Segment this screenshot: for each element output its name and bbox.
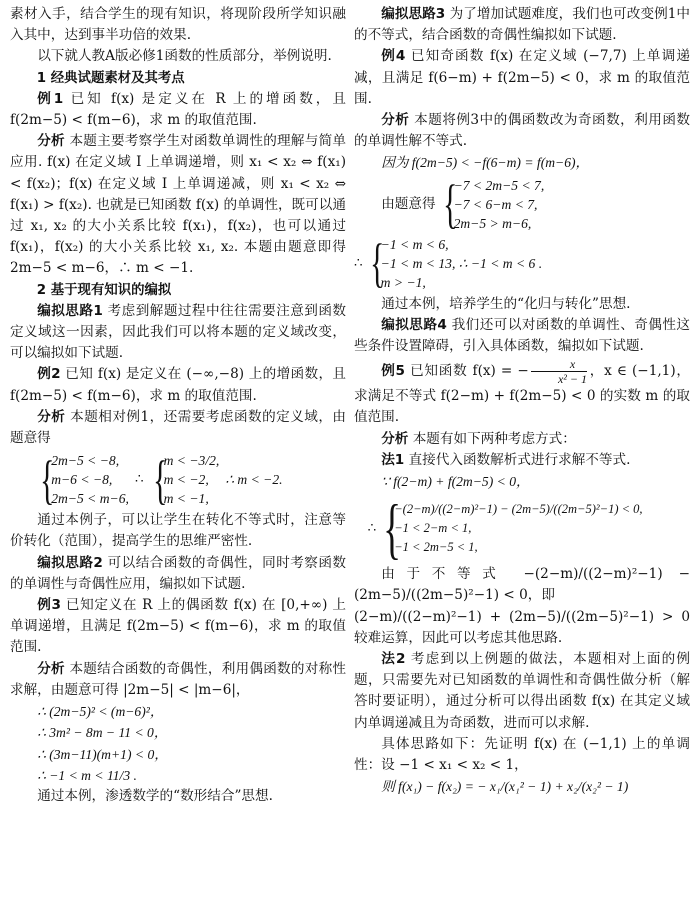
analysis-2-system: { 2m−5 < −8, m−6 < −8, 2m−5 < m−6, ∴ { m < −3/2, m < −2, m < −1, ∴ m < −2. <box>40 449 283 510</box>
idea-2 <box>10 553 346 595</box>
analysis-4-text: 本题将例3中的偶函数改为奇函数，利用函数的单调性解不等式. <box>354 112 691 150</box>
method-1-text: 直接代入函数解析式进行求解不等式. <box>408 451 631 468</box>
brace-left: { <box>442 174 457 235</box>
method-1-system: ∴ { −(2−m)/((2−m)²−1) − (2m−5)/((2m−5)²−1) < 0, −1 < 2−m < 1, −1 < 2m−5 < 1, <box>367 490 643 567</box>
system-row: −1 < m < 13, ∴ −1 < m < 6 . <box>380 255 543 271</box>
system-row: −7 < 6−m < 7, <box>453 196 538 212</box>
system-rows <box>394 500 642 557</box>
intro-paragraph: 素材入手，结合学生的现有知识，将现阶段所学知识融入其中，达到事半功倍的效果. <box>10 6 346 44</box>
idea-3-label: 编拟思路3 <box>381 6 446 22</box>
brace-left: { <box>40 449 55 510</box>
example-1 <box>10 89 346 131</box>
system-row: m > −1, <box>380 274 426 290</box>
idea-1-text: 考虑到解题过程中往往需要注意到函数定义域这一因素，因此我们可以将本题的定义域改变，可以编拟如下试题. <box>10 302 346 362</box>
idea-1 <box>10 301 346 365</box>
section-heading-2: 2 基于现有知识的编拟 <box>36 282 172 298</box>
method-2-last-line: 则 f(x₁) − f(x₂) = − x₁/(x₁² − 1) + x₂/(x₂² − 1) <box>381 779 629 795</box>
idea-4-label: 编拟思路4 <box>381 316 447 333</box>
method-2-text: 考虑到以上例题的做法，本题相对上面的例题，只需要先对已知函数的单调性和奇偶性做分析（解答时要证明），通过分析可以得出函数 f(x) 在其定义域内单调递减且为奇函数，进而可以求解. <box>354 651 690 731</box>
analysis-3-label: 分析 <box>37 660 65 677</box>
idea-4-text: 我们还可以对函数的单调性、奇偶性这些条件设置障碍，引入具体函数，编拟如下试题. <box>354 316 690 355</box>
example-2-text: 已知 f(x) 是定义在 (−∞,−8) 上的增函数，且 f(2m−5) < f(m−6)，求 m 的取值范围. <box>10 366 346 404</box>
brace-left: { <box>383 490 402 567</box>
system-row: 2m−5 < m−6, <box>51 491 129 507</box>
system-row: m < −3/2, <box>163 453 220 469</box>
right-column <box>354 4 690 797</box>
left-column <box>10 4 346 807</box>
system-rows <box>454 176 545 233</box>
section-heading-1: 1 经典试题素材及其考点 <box>36 70 185 86</box>
analysis-3-step: ∴ (3m−11)(m+1) < 0， <box>37 746 168 762</box>
system-rows <box>51 451 129 508</box>
analysis-5-label: 分析 <box>381 430 409 447</box>
example-2-label: 例2 <box>37 366 61 383</box>
example-5 <box>354 357 690 428</box>
analysis-4-system-2: ∴ { −1 < m < 6, −1 < m < 13, ∴ −1 < m < 6 . m > −1, <box>354 233 543 294</box>
example-1-text: 已知 f(x) 是定义在 R 上的增函数，且 f(2m−5) < f(m−6)，求 m 的取值范围. <box>10 90 346 129</box>
analysis-4-system <box>354 176 690 233</box>
example-3-text: 已知定义在 R 上的偶函数 f(x) 在 [0,+∞) 上单调递增，且满足 f(2m−5) < f(m−6)，求 m 的取值范围. <box>10 597 346 656</box>
example-5-text-b: ，x ∈ (−1,1)，求满足不等式 f(2−m) + f(2m−5) < 0 的实数 m 的取值范围. <box>354 363 690 426</box>
system-row: m < −1, <box>163 491 209 507</box>
example-4 <box>354 46 690 110</box>
analysis-2-note: 通过本例子，可以让学生在转化不等式时，注意等价转化（范围），提高学生的思维严密性. <box>10 512 346 550</box>
example-4-text: 已知奇函数 f(x) 在定义域 (−7,7) 上单调递减，且满足 f(6−m) + f(2m−5) < 0，求 m 的取值范围. <box>354 48 690 107</box>
system-row: −1 < 2m−5 < 1, <box>394 539 478 554</box>
brace-left: { <box>369 233 385 294</box>
system-rows <box>164 451 220 508</box>
idea-3-text: 为了增加试题难度，我们也可改变例1中的不等式，结合函数的奇偶性编拟如下试题. <box>354 6 690 44</box>
example-3 <box>10 595 346 659</box>
method-2-label: 法2 <box>381 651 406 668</box>
fraction-denominator: x² − 1 <box>557 372 588 387</box>
analysis-1-label: 分析 <box>37 133 65 150</box>
analysis-1-text: 本题主要考察学生对函数单调性的理解与简单应用. f(x) 在定义域 I 上单调递增，则 x₁ < x₂ ⇔ f(x₁) < f(x₂)；f(x) 在定义域 I 上单调递减，则 x₁ < x₂ ⇔ f(x₁) > f(x₂). 也就是已知函数 f(x) 的单调性，既可以通过 x₁, x₂ 的大小关系比较 f(x₁)，f(x₂)，也可以通过 f(x₁)，f(x₂) 的大小关系比较 x₁, x₂. 本题由题意即得 2m−5 < m−6，∴ m < −1. <box>10 133 347 277</box>
analysis-3-step: ∴ −1 < m < 11/3 . <box>37 767 137 783</box>
example-5-label: 例5 <box>381 363 405 380</box>
analysis-5 <box>354 429 690 450</box>
system-row: −(2−m)/((2−m)²−1) − (2m−5)/((2m−5)²−1) < 0, <box>394 501 643 516</box>
brace-left: { <box>152 449 168 510</box>
example-5-fraction <box>531 357 587 386</box>
idea-1-label: 编拟思路1 <box>37 302 103 319</box>
example-2 <box>10 364 346 406</box>
analysis-3-note: 通过本例，渗透数学的“数形结合”思想. <box>37 787 273 804</box>
method-2-detail: 具体思路如下：先证明 f(x) 在 (−1,1) 上的单调性：设 −1 < x₁ < x₂ < 1， <box>354 735 690 774</box>
system-conclusion: ∴ m < −2. <box>225 472 283 488</box>
method-1-line: ∵ f(2−m) + f(2m−5) < 0， <box>381 474 530 490</box>
analysis-4 <box>354 110 690 152</box>
method-1 <box>354 450 690 471</box>
example-4-label: 例4 <box>381 48 406 65</box>
system-rows <box>381 235 543 292</box>
idea-3 <box>354 4 690 46</box>
method-2 <box>354 649 690 734</box>
analysis-3-text: 本题结合函数的奇偶性，利用偶函数的对称性求解，由题意可得 |2m−5| < |m−6|， <box>10 660 347 698</box>
analysis-3 <box>10 659 346 701</box>
example-5-text-a: 已知函数 f(x) = − <box>410 363 529 380</box>
system-row: −1 < m < 6, <box>380 236 449 252</box>
intro-example-note: 以下就人教A版必修1函数的性质部分，举例说明. <box>37 48 332 65</box>
system-lead: 由题意得 <box>381 195 436 212</box>
analysis-4-label: 分析 <box>381 112 410 129</box>
analysis-5-text: 本题有如下两种考虑方式： <box>412 430 576 447</box>
system-row: m < −2, <box>163 472 209 488</box>
system-row: 2m−5 < −8, <box>51 453 120 469</box>
method-1-label: 法1 <box>381 451 405 468</box>
analysis-4-note: 通过本例，培养学生的“化归与转化”思想. <box>381 295 631 312</box>
system-row: −7 < 2m−5 < 7, <box>453 177 545 193</box>
system-row: −1 < 2−m < 1, <box>394 520 472 535</box>
system-row: m−6 < −8, <box>51 472 113 488</box>
system-row: 2m−5 > m−6, <box>453 215 532 231</box>
fraction-numerator: x <box>531 357 587 372</box>
method-1-note-b: (2−m)/((2−m)²−1) + (2m−5)/((2m−5)²−1) > 0 较难运算，因此可以考虑其他思路. <box>354 608 690 646</box>
idea-4 <box>354 315 690 357</box>
analysis-3-step: ∴ 3m² − 8m − 11 < 0， <box>37 725 168 741</box>
analysis-2-text: 本题相对例1，还需要考虑函数的定义域，由题意得 <box>10 408 347 447</box>
example-1-label: 例1 <box>37 90 64 107</box>
idea-2-text: 可以结合函数的奇偶性，同时考察函数的单调性与奇偶性应用，编拟如下试题. <box>10 554 346 592</box>
analysis-3-step: ∴ (2m−5)² < (m−6)²， <box>37 704 164 720</box>
analysis-4-line: 因为 f(2m−5) < −f(6−m) = f(m−6)， <box>381 155 590 171</box>
method-1-note-a: 由于不等式 −(2−m)/((2−m)²−1) − (2m−5)/((2m−5)²−1) < 0，即 <box>354 566 690 604</box>
analysis-1 <box>10 131 346 279</box>
idea-2-label: 编拟思路2 <box>37 554 103 571</box>
analysis-2-label: 分析 <box>37 408 66 425</box>
analysis-2 <box>10 407 346 449</box>
example-3-label: 例3 <box>37 597 61 614</box>
